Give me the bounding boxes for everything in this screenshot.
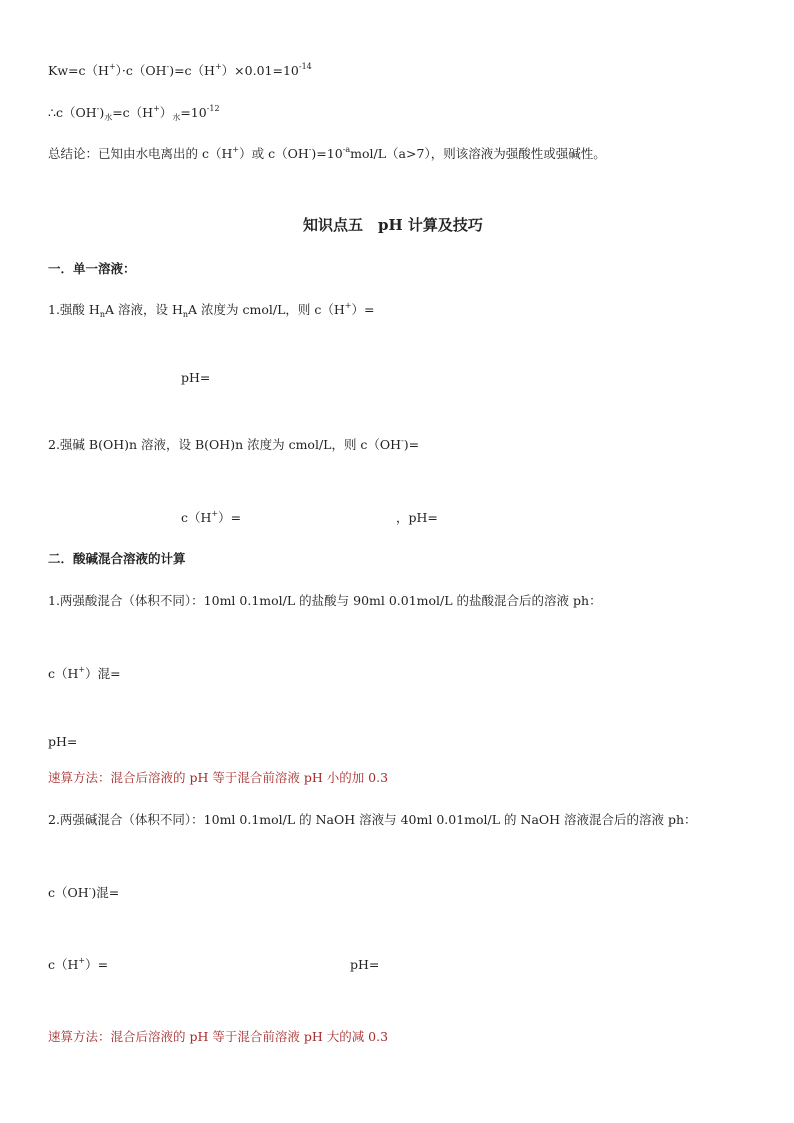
question-strong-acid: 1.强酸 $H_nA$ 溶液，设 $H_nA$ 浓度为 cmol/L，则 c（H+）= xyxy=(48,301,375,319)
question-strong-base: 2.强碱 B(OH)n 溶液，设 B(OH)n 浓度为 cmol/L，则 c（OH-)= xyxy=(48,436,420,452)
base-mix-oh-blank: c（OH-)混= xyxy=(48,884,120,900)
section-title: 知识点五 pH 计算及技巧 xyxy=(303,216,483,234)
therefore-equation: $\therefore c(OH^-)_水=c(H^+)_水=10^{-12}$ xyxy=(48,104,220,122)
base-ph-blank: ，pH= xyxy=(396,510,438,525)
quick-method-base: 速算方法：混合后溶液的 pH 等于混合前溶液 pH 大的减 0.3 xyxy=(48,1029,389,1044)
acid-ph-blank: pH= xyxy=(181,370,211,385)
base-mix-ph-blank: pH= xyxy=(350,957,380,972)
acid-mix-ph-blank: pH= xyxy=(48,734,78,749)
heading-single-solution: 一．单一溶液： xyxy=(48,261,136,276)
heading-mixed-solution: 二．酸碱混合溶液的计算 xyxy=(48,551,186,566)
base-mix-h-blank: c（H+）= xyxy=(48,956,109,972)
question-two-bases: 2.两强碱混合（体积不同）：10ml 0.1mol/L 的 NaOH 溶液与 40ml 0.01mol/L 的 NaOH 溶液混合后的溶液 ph： xyxy=(48,812,697,827)
question-two-acids: 1.两强酸混合（体积不同）：10ml 0.1mol/L 的盐酸与 90ml 0.01mol/L 的盐酸混合后的溶液 ph： xyxy=(48,593,602,608)
summary-conclusion: 总结论：已知由水电离出的 c（H+）或 $c(OH^-)=10^{-a}mol/L(a>7)$，则该溶液为强酸性或强碱性。 xyxy=(48,145,606,161)
kw-equation: $Kw=c(H^+)\cdot c(OH^-)=c(H^+)\times 0.01=10^{-14}$ xyxy=(48,62,312,78)
base-h-blank: c（H+）= xyxy=(181,509,242,525)
quick-method-acid: 速算方法：混合后溶液的 pH 等于混合前溶液 pH 小的加 0.3 xyxy=(48,770,389,785)
acid-mix-h-blank: c（H+）混= xyxy=(48,665,121,681)
